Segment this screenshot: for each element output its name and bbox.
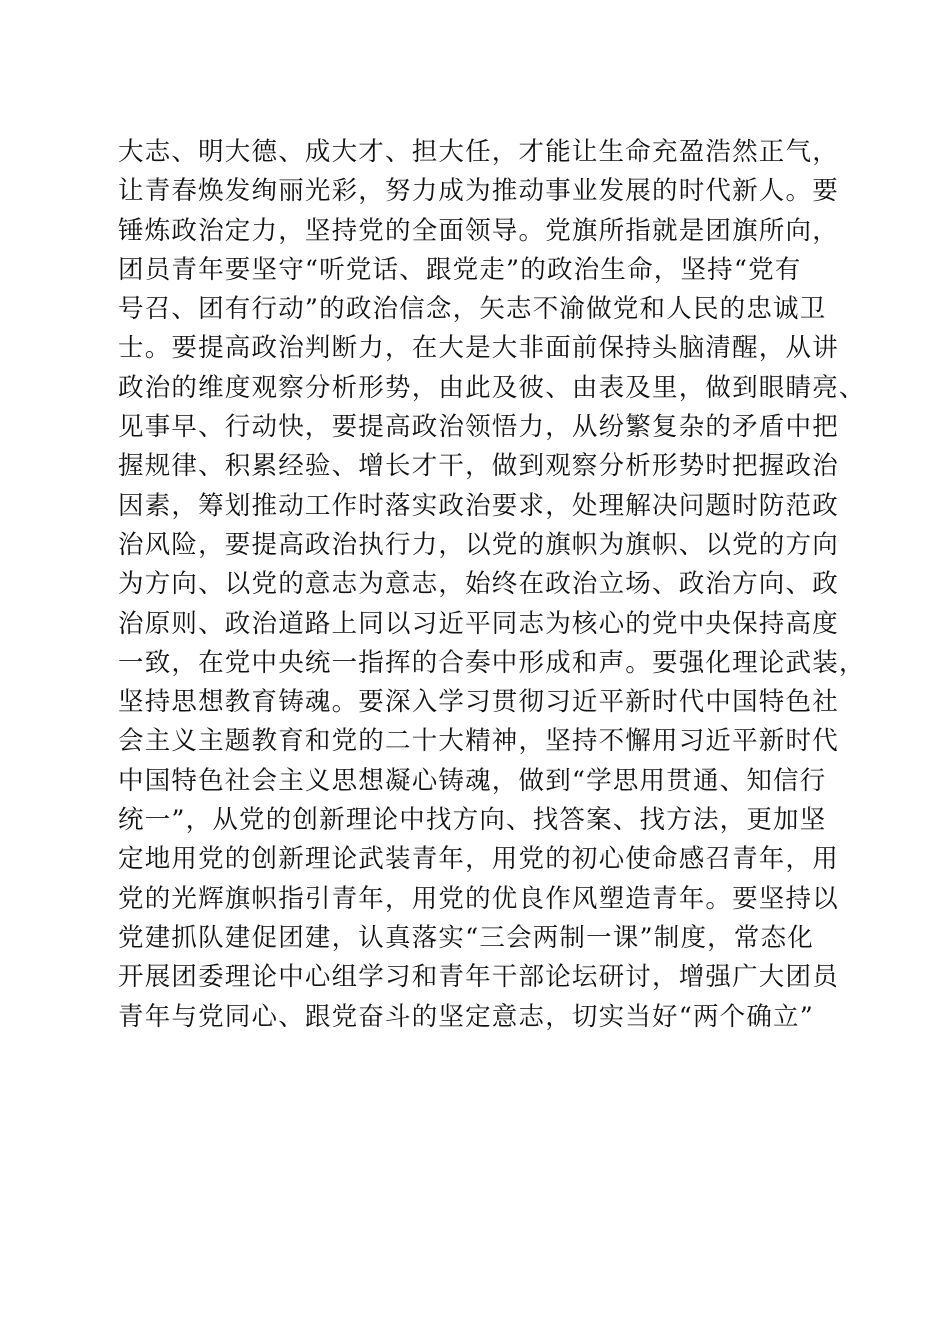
text-line: 坚持思想教育铸魂。要深入学习贯彻习近平新时代中国特色社 <box>118 687 839 718</box>
text-line: 因素，筹划推动工作时落实政治要求，处理解决问题时防范政 <box>118 490 839 521</box>
text-line: 治风险，要提高政治执行力，以党的旗帜为旗帜、以党的方向 <box>118 529 839 560</box>
text-line: 统一”，从党的创新理论中找方向、找答案、找方法，更加坚 <box>118 805 827 836</box>
text-line: 握规律、积累经验、增长才干，做到观察分析形势时把握政治 <box>118 451 839 482</box>
text-line: 让青春焕发绚丽光彩，努力成为推动事业发展的时代新人。要 <box>118 176 839 207</box>
text-line: 见事早、行动快，要提高政治领悟力，从纷繁复杂的矛盾中把 <box>118 412 839 443</box>
text-line: 青年与党同心、跟党奋斗的坚定意志，切实当好“两个确立” <box>118 1001 814 1032</box>
text-line: 一致，在党中央统一指挥的合奏中形成和声。要强化理论武装， <box>118 647 866 678</box>
text-line: 锤炼政治定力，坚持党的全面领导。党旗所指就是团旗所向， <box>118 215 839 246</box>
text-line: 会主义主题教育和党的二十大精神，坚持不懈用习近平新时代 <box>118 726 839 757</box>
text-line: 为方向、以党的意志为意志，始终在政治立场、政治方向、政 <box>118 569 839 600</box>
text-line: 大志、明大德、成大才、担大任，才能让生命充盈浩然正气， <box>118 137 839 167</box>
text-line: 中国特色社会主义思想凝心铸魂，做到“学思用贯通、知信行 <box>118 765 827 796</box>
text-line: 党建抓队建促团建，认真落实“三会两制一课”制度，常态化 <box>118 922 814 953</box>
text-line: 士。要提高政治判断力，在大是大非面前保持头脑清醒，从讲 <box>118 333 839 364</box>
text-line: 号召、团有行动”的政治信念，矢志不渝做党和人民的忠诚卫 <box>118 294 827 325</box>
text-line: 团员青年要坚守“听党话、跟党走”的政治生命，坚持“党有 <box>118 254 802 285</box>
text-line: 治原则、政治道路上同以习近平同志为核心的党中央保持高度 <box>118 608 839 639</box>
text-line: 党的光辉旗帜指引青年，用党的优良作风塑造青年。要坚持以 <box>118 883 839 914</box>
text-line: 开展团委理论中心组学习和青年干部论坛研讨，增强广大团员 <box>118 962 839 993</box>
body-paragraph <box>118 137 866 1044</box>
text-line: 政治的维度观察分析形势，由此及彼、由表及里，做到眼睛亮、 <box>118 372 866 403</box>
text-line: 定地用党的创新理论武装青年，用党的初心使命感召青年，用 <box>118 844 839 875</box>
